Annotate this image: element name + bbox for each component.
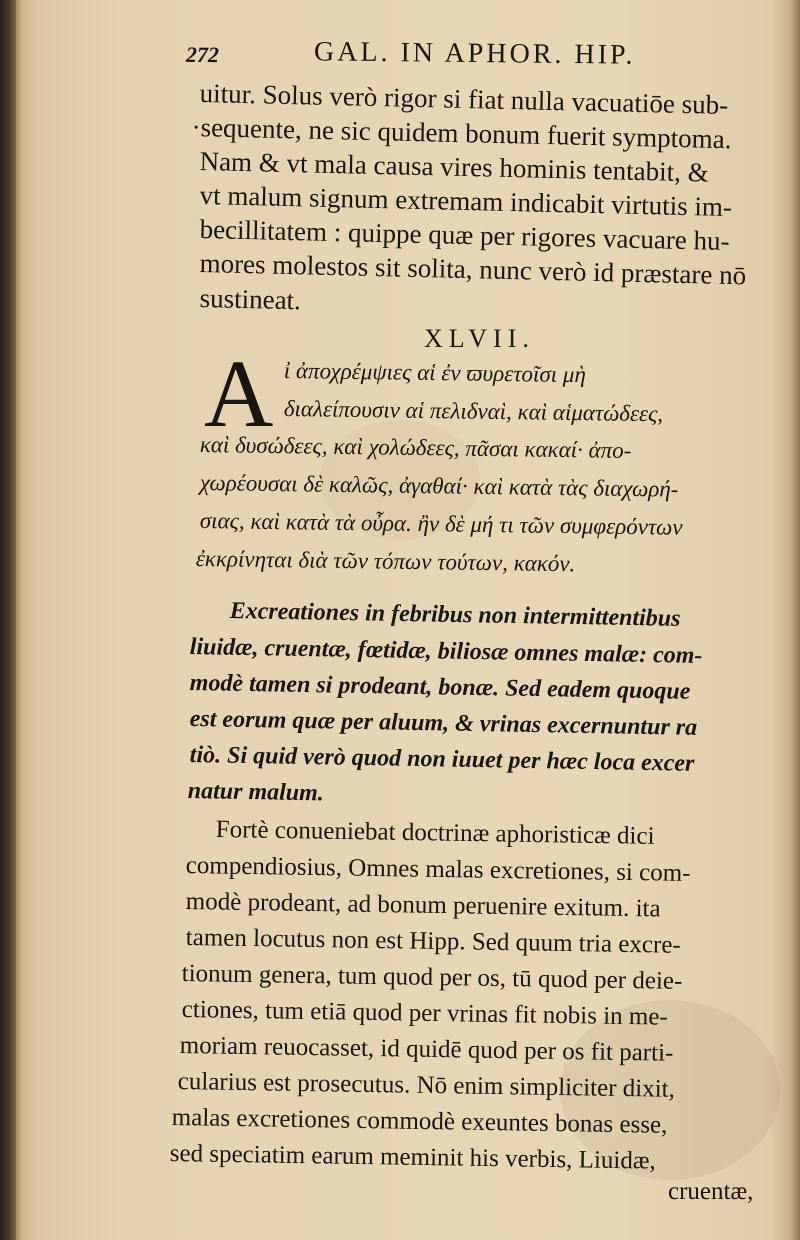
running-title: GAL. IN APHOR. HIP. (313, 36, 636, 71)
greek-aphorism-line: διαλείπουσιν αἱ πελιδναὶ, καὶ αἱματώδεες, (283, 396, 664, 427)
prior-text-line: sustineat. (199, 283, 302, 316)
prior-text-line: mores molestos sit solita, nunc verò id præstare nō (199, 248, 747, 291)
commentary-line: malas excretiones commodè exeuntes bonas esse, (171, 1104, 668, 1139)
commentary-line: tionum genera, tum quod per os, tū quod per deie- (181, 960, 683, 995)
prior-text-line: vt malum signum extremam indicabit virtutis im- (199, 180, 733, 223)
prior-text-line: ·sequente, ne sic quidem bonum fuerit symptoma. (191, 112, 732, 155)
commentary-line: compendiosius, Omnes malas excretiones, si com- (185, 852, 691, 887)
commentary-line: modè prodeant, ad bonum peruenire exitum. ita (185, 888, 661, 923)
drop-capital: A (204, 340, 274, 447)
greek-aphorism-line: ἰ ἀποχρέμψιες αἱ ἐν ϖυρετοῖσι μὴ (283, 358, 587, 388)
commentary-line: cularius est prosecutus. Nō enim simpliciter dixit, (177, 1068, 676, 1103)
prior-text-line: uitur. Solus verò rigor si fiat nulla vacuatiōe sub- (199, 78, 729, 120)
latin-translation-line: est eorum quæ per aluum, & vrinas excernuntur ra (189, 706, 698, 741)
commentary-line: sed speciatim earum meminit his verbis, Liuidæ, (169, 1140, 656, 1175)
page-number: 272 (185, 41, 220, 68)
prior-text-line: Nam & vt mala causa vires hominis tentabit, & (199, 146, 710, 188)
commentary-line: ctiones, tum etiā quod per vrinas fit nobis in me- (181, 996, 668, 1031)
section-number: XLVII. (424, 324, 535, 353)
latin-translation-line: natur malum. (187, 778, 325, 807)
latin-translation-line: liuidæ, cruentæ, fœtidæ, biliosæ omnes malæ: com- (189, 634, 703, 669)
commentary-line: Fortè conueniebat doctrinæ aphoristicæ dici (215, 816, 655, 850)
greek-aphorism-line: καὶ δυσώδεες, καὶ χολώδεες, πᾶσαι κακαί· ἀπο- (199, 432, 632, 464)
commentary-line: tamen locutus non est Hipp. Sed quum tria excre- (185, 924, 681, 959)
latin-translation-line: modè tamen si prodeant, bonæ. Sed eadem quoque (189, 670, 691, 705)
prior-text-line: becillitatem : quippe quæ per rigores vacuare hu- (199, 214, 730, 257)
greek-aphorism-line: ἐκκρίνηται διὰ τῶν τόπων τούτων, κακόν. (195, 546, 576, 577)
latin-translation-line: tiò. Si quid verò quod non iuuet per hæc loca excer (189, 742, 695, 777)
commentary-line: moriam reuocasset, id quidē quod per os fit parti- (179, 1032, 674, 1067)
greek-aphorism-line: σιας, καὶ κατὰ τὰ οὖρα. ἢν δὲ μή τι τῶν συμφερόντων (199, 508, 683, 540)
greek-aphorism-line: χωρέουσαι δὲ καλῶς, ἀγαθαί· καὶ κατὰ τὰς διαχωρή- (199, 470, 679, 502)
latin-translation-line: Excreationes in febribus non intermittentibus (229, 598, 681, 632)
catchword: cruentæ, (668, 1178, 754, 1205)
